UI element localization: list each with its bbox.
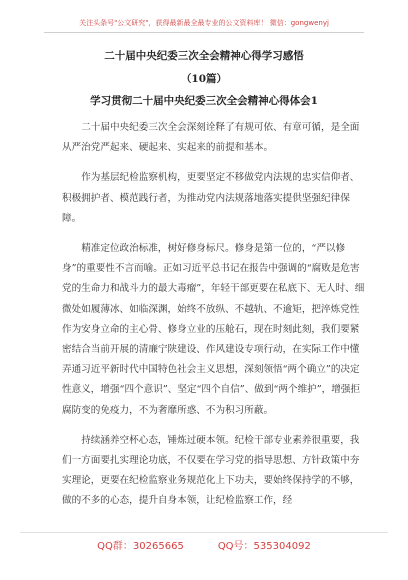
- paragraph: 持续涵养空杯心态，锤炼过硬本领。纪检干部专业素养很重要，我们一方面要扎实理论功底，不仅要在学习党的指导思想、方针政策中夯实理论，更要在纪检监察业务规范化上下功夫，要始终保持学的不够，做的不多的心态，提升自身本领，让纪检监察工作，经: [62, 434, 360, 507]
- page-footer: [0, 537, 408, 552]
- paragraph: 作为基层纪检监察机构，更要坚定不移做党内法规的忠实信仰者、积极拥护者、模范践行者，为推动党内法规落地落实提供坚强纪律保障。: [62, 172, 360, 224]
- document-count: （10篇）: [180, 73, 228, 85]
- article-title: 学习贯彻二十届中央纪委三次全会精神心得体会1: [90, 95, 318, 107]
- header-divider: [44, 32, 364, 33]
- footer-divider: [20, 532, 388, 533]
- paragraph: 二十届中央纪委三次全会深刻诠释了有规可依、有章可循，是全面从严治党严起来、硬起来、实起来的前提和基本。: [62, 122, 360, 154]
- qq-number: QQ号：535304092: [217, 541, 311, 552]
- qq-group: QQ群：30265665: [97, 541, 184, 552]
- paragraph: 精准定位政治标准，树好修身标尺。修身是第一位的，“严以修身”的重要性不言而喻。正如习近平总书记在报告中强调的“腐败是危害党的生命力和战斗力的最大毒瘤”，年轻干部更要在私底下、无人时、细微处如履薄冰、如临深渊，始终不放纵、不越轨、不逾矩，把淬炼党性作为安身立命的主心骨、修身立业的压舱石，现在时刻此刻，我们要紧密结合当前开展的清廉宁陕建设、作风建设专项行动，在实际工作中懂弄通习近平新时代中国特色社会主义思想，深刻领悟“两个确立”的决定性意义，增强“四个意识”、坚定“四个自信”、做到“两个维护”，增强拒腐防变的免疫力，不为奢靡所惑、不为积习所蔽。: [62, 243, 365, 416]
- article-body: [62, 118, 368, 512]
- document-title: 二十届中央纪委三次全会精神心得学习感悟: [104, 50, 304, 62]
- page-header: 关注头条号"公文研究"，获得最新最全最专业的公文资料库！ 微信：gongwenyj: [79, 19, 329, 27]
